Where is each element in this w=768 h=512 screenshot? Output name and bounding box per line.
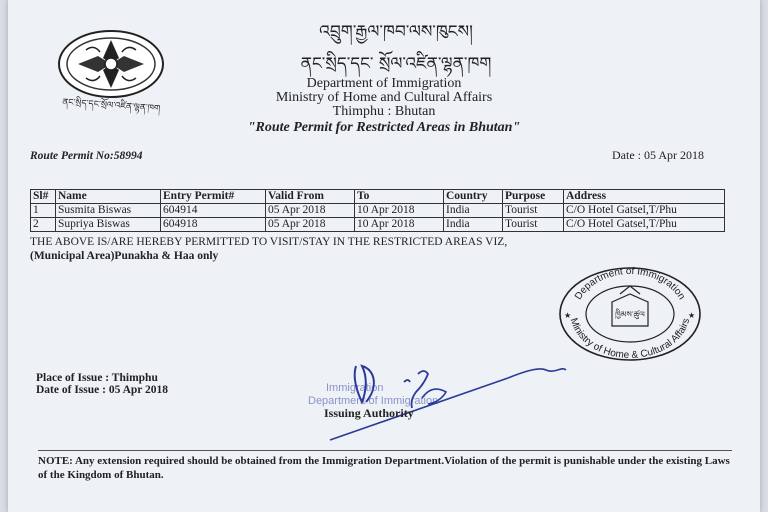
signature-stamp-line-2: Department of Immigration <box>308 395 439 407</box>
permission-statement: THE ABOVE IS/ARE HEREBY PERMITTED TO VISIT/STAY IN THE RESTRICTED AREAS VIZ, <box>30 236 508 248</box>
document-title: "Route Permit for Restricted Areas in Bhutan" <box>247 120 521 135</box>
column-header: Valid From <box>266 190 355 204</box>
column-header: Purpose <box>503 190 564 204</box>
seal-top-text: Department of Immigration <box>573 265 688 302</box>
table-cell: India <box>444 218 503 232</box>
department-seal <box>556 264 704 364</box>
table-cell: Susmita Biswas <box>56 204 161 218</box>
column-header: Entry Permit# <box>161 190 266 204</box>
column-header: To <box>355 190 444 204</box>
permit-table <box>30 189 725 232</box>
table-cell: Supriya Biswas <box>56 218 161 232</box>
table-cell: C/O Hotel Gatsel,T/Phu <box>564 204 725 218</box>
column-header: Sl# <box>31 190 56 204</box>
tibetan-header-line-2: ནང་སྲིད་དང་ སྲོལ་འཛིན་ལྷན་ཁག <box>300 54 492 74</box>
issuing-authority-label: Issuing Authority <box>324 406 414 420</box>
seal-bottom-text: Ministry of Home & Cultural Affairs <box>567 316 693 362</box>
column-header: Country <box>444 190 503 204</box>
ministry-name: Ministry of Home and Cultural Affairs <box>275 90 493 105</box>
permit-date: Date : 05 Apr 2018 <box>612 148 704 162</box>
table-row <box>31 218 725 232</box>
table-cell: 2 <box>31 218 56 232</box>
table-cell: 604918 <box>161 218 266 232</box>
signature-icon <box>318 352 568 444</box>
seal-star-icon: ★ <box>564 311 572 320</box>
location: Thimphu : Bhutan <box>332 104 436 119</box>
table-cell: India <box>444 204 503 218</box>
seal-inner-text: ཁྱིམས་ཚུལ <box>615 310 645 319</box>
svg-text:Department of Immigration <box>573 266 687 302</box>
route-permit-number: Route Permit No:58994 <box>30 150 143 162</box>
table-cell: Tourist <box>503 218 564 232</box>
column-header: Name <box>56 190 161 204</box>
permit-document <box>8 0 760 512</box>
table-cell: 10 Apr 2018 <box>355 218 444 232</box>
table-cell: 05 Apr 2018 <box>266 204 355 218</box>
restricted-areas: (Municipal Area)Punakha & Haa only <box>30 250 219 262</box>
svg-text:Ministry of Home & Cultural Af <box>568 317 693 361</box>
table-cell: 604914 <box>161 204 266 218</box>
note-divider <box>38 450 732 451</box>
emblem-caption: ནང་སྲིད་དང་སྲོལ་འཛིན་ལྷན་ཁག <box>61 97 161 115</box>
table-cell: Tourist <box>503 204 564 218</box>
table-row <box>31 204 725 218</box>
seal-star-icon: ★ <box>688 311 696 320</box>
date-of-issue: Date of Issue : 05 Apr 2018 <box>36 384 169 396</box>
tibetan-header-line-1: འབྲུག་རྒྱལ་ཁབ་ལས་ཁུངས། <box>319 22 473 42</box>
table-cell: 1 <box>31 204 56 218</box>
place-of-issue: Place of Issue : Thimphu <box>36 372 158 384</box>
column-header: Address <box>564 190 725 204</box>
table-header-row <box>31 190 725 204</box>
table-cell: 10 Apr 2018 <box>355 204 444 218</box>
table-cell: C/O Hotel Gatsel,T/Phu <box>564 218 725 232</box>
table-cell: 05 Apr 2018 <box>266 218 355 232</box>
signature-stamp-line-1: Immigration <box>326 382 384 394</box>
extension-note: NOTE: Any extension required should be obtained from the Immigration Department.Violation of the permit is punishable under the existing Laws of the Kingdom of Bhutan. <box>38 455 730 481</box>
department-name: Department of Immigration <box>306 76 462 91</box>
